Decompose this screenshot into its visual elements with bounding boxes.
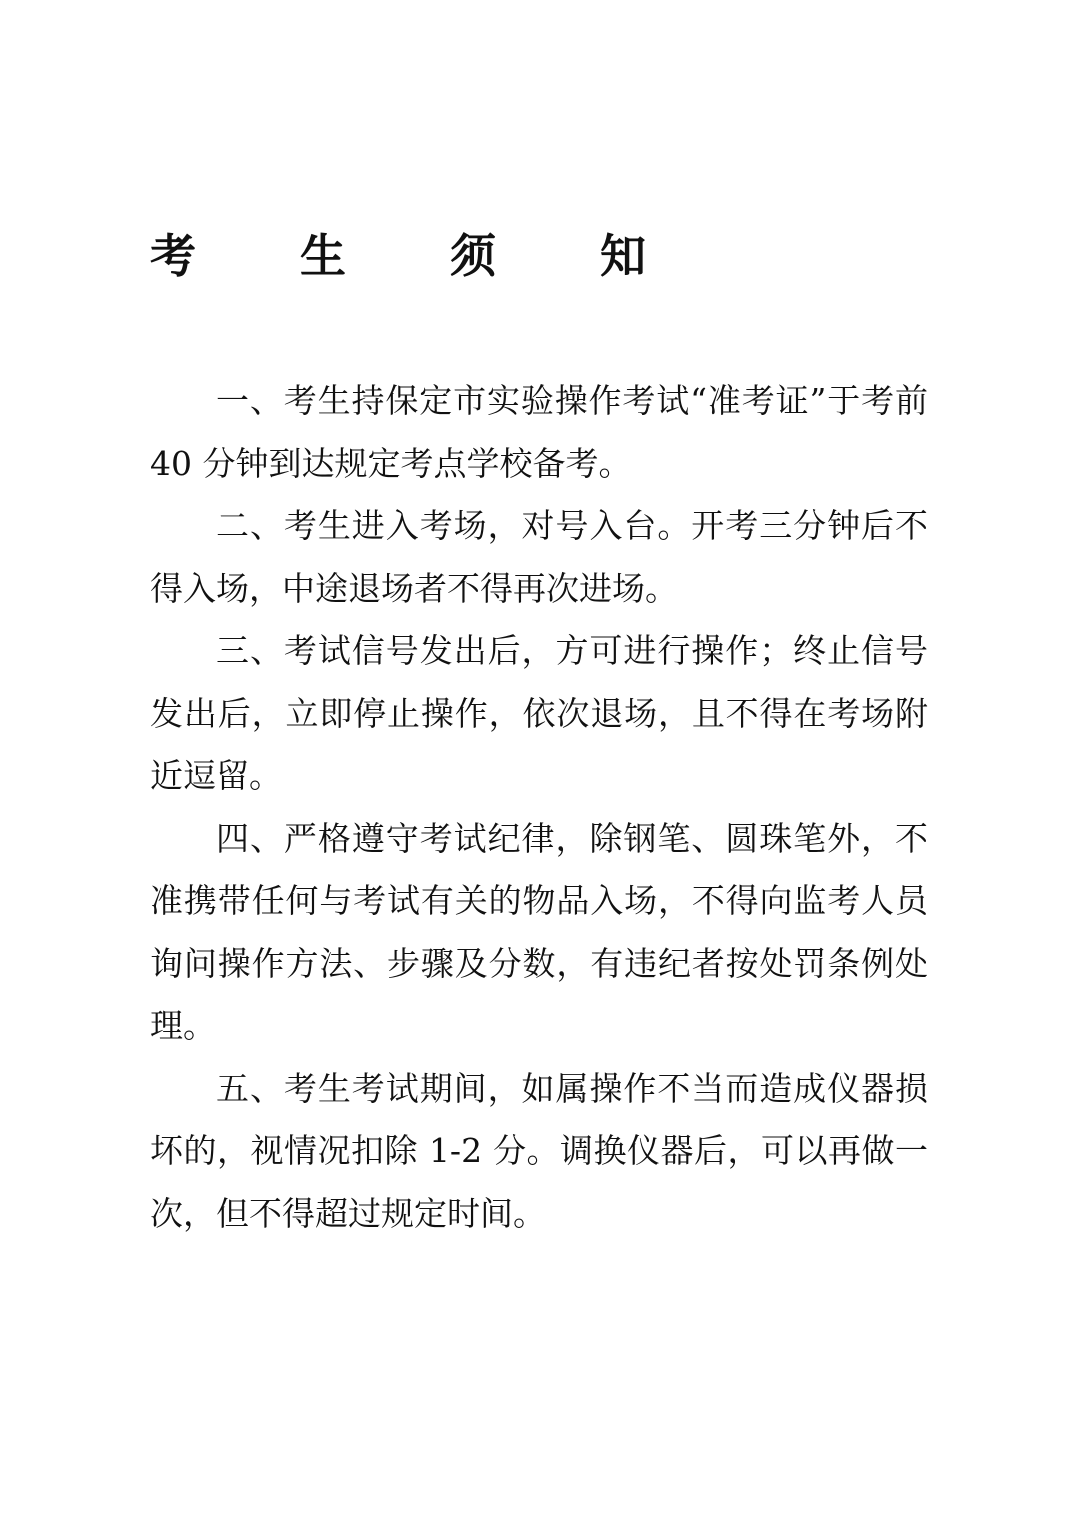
notice-body bbox=[150, 370, 928, 1245]
notice-paragraph-3: 三、考试信号发出后，方可进行操作；终止信号发出后，立即停止操作，依次退场，且不得在考场附近逗留。 bbox=[150, 631, 928, 795]
notice-paragraph-5: 五、考生考试期间，如属操作不当而造成仪器损坏的，视情况扣除 1-2 分。调换仪器后，可以再做一次，但不得超过规定时间。 bbox=[150, 1068, 928, 1233]
document-title: 考 生 须 知 bbox=[150, 229, 691, 283]
notice-paragraph-1: 一、考生持保定市实验操作考试“准考证”于考前 40 分钟到达规定考点学校备考。 bbox=[150, 381, 928, 483]
notice-paragraph-4: 四、严格遵守考试纪律，除钢笔、圆珠笔外，不准携带任何与考试有关的物品入场，不得向监考人员询问操作方法、步骤及分数，有违纪者按处罚条例处理。 bbox=[150, 818, 928, 1045]
notice-paragraph-2: 二、考生进入考场，对号入台。开考三分钟后不得入场，中途退场者不得再次进场。 bbox=[150, 506, 928, 608]
